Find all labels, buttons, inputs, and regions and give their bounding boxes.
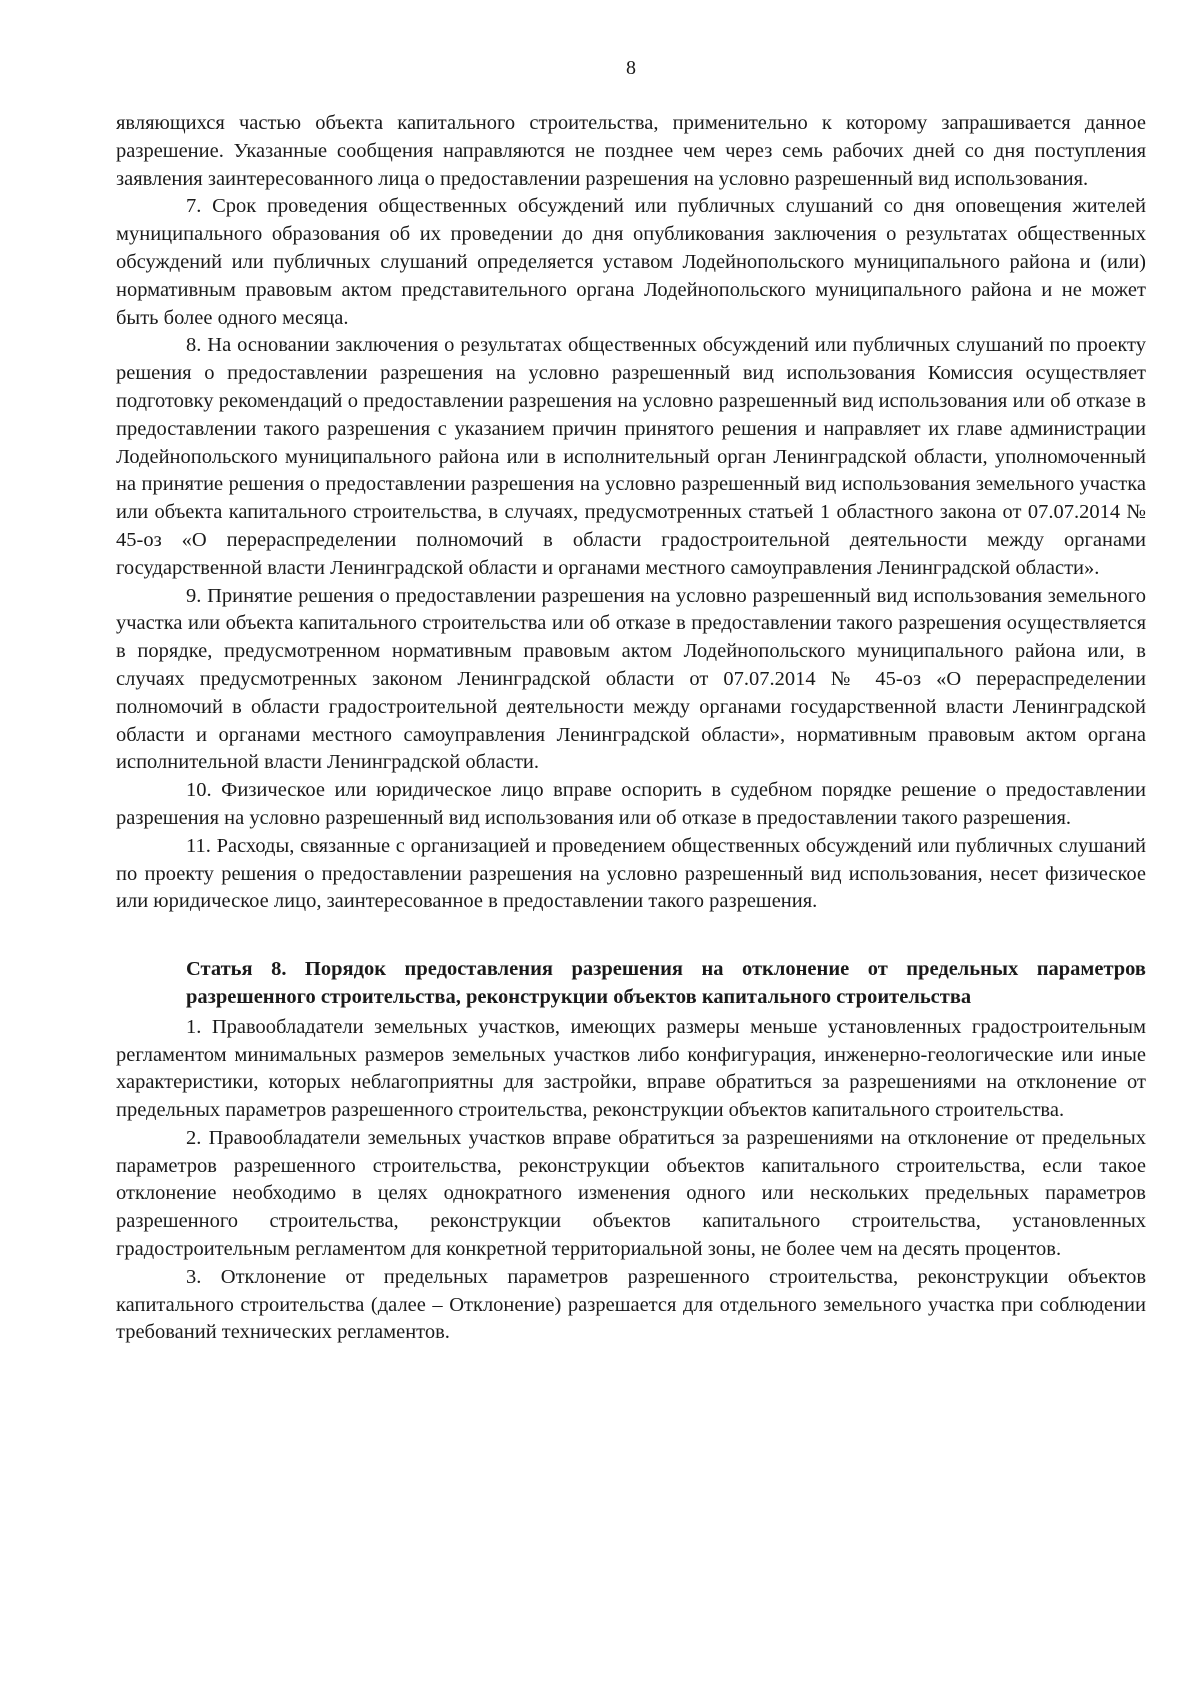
article-8-paragraph-3: 3. Отклонение от предельных параметров разрешенного строительства, реконструкции объектов капитального строительства (далее – Отклонение) разрешается для отдельного земельного участка при соблюдении требований технических регламентов. [116,1265,1146,1344]
page-number: 8 [626,57,636,79]
article-8-paragraph-1: 1. Правообладатели земельных участков, имеющих размеры меньше установленных градостроительным регламентом минимальных размеров земельных участков либо конфигурация, инженерно-геологические или иные характеристики, которых неблагоприятны для застройки, вправе обратиться за разрешениями на отклонение от предельных параметров разрешенного строительства, реконструкции объектов капитального строительства. [116,1015,1146,1122]
paragraph-continuation: являющихся частью объекта капитального строительства, применительно к которому запрашивается данное разрешение. Указанные сообщения направляются не позднее чем через семь рабочих дней со дня поступления заявления заинтересованного лица о предоставлении разрешения на условно разрешенный вид использования. [116,112,1146,190]
paragraph-9: 9. Принятие решения о предоставлении разрешения на условно разрешенный вид использования земельного участка или объекта капитального строительства или об отказе в предоставлении такого разрешения осуществляется в порядке, предусмотренном нормативным правовым актом Лодейнопольского муниципального района или, в случаях предусмотренных законом Ленинградской области от 07.07.2014 № 45-оз «О перераспределении полномочий в области градостроительной деятельности между органами государственной власти Ленинградской области и органами местного самоуправления Ленинградской области», нормативным правовым актом органа исполнительной власти Ленинградской области. [116,584,1146,774]
paragraph-7: 7. Срок проведения общественных обсуждений или публичных слушаний со дня оповещения жителей муниципального образования об их проведении до дня опубликования заключения о результатах общественных обсуждений или публичных слушаний определяется уставом Лодейнопольского муниципального района и (или) нормативным правовым актом представительного органа Лодейнопольского муниципального района и не может быть более одного месяца. [116,195,1146,329]
paragraph-11: 11. Расходы, связанные с организацией и проведением общественных обсуждений или публичных слушаний по проекту решения о предоставлении разрешения на условно разрешенный вид использования, несет физическое или юридическое лицо, заинтересованное в предоставлении такого разрешения. [116,834,1146,913]
document-page [116,56,1146,1347]
article-8-paragraph-2: 2. Правообладатели земельных участков вправе обратиться за разрешениями на отклонение от предельных параметров разрешенного строительства, реконструкции объектов капитального строительства, если такое отклонение необходимо в целях однократного изменения одного или нескольких предельных параметров разрешенного строительства, реконструкции объектов капитального строительства, установленных градостроительным регламентом для конкретной территориальной зоны, не более чем на десять процентов. [116,1126,1146,1261]
paragraph-10: 10. Физическое или юридическое лицо вправе оспорить в судебном порядке решение о предоставлении разрешения на условно разрешенный вид использования или об отказе в предоставлении такого разрешения. [116,779,1146,829]
article-8-heading: Статья 8. Порядок предоставления разрешения на отклонение от предельных параметров разрешенного строительства, реконструкции объектов капитального строительства [186,958,1146,1008]
paragraph-8: 8. На основании заключения о результатах общественных обсуждений или публичных слушаний по проекту решения о предоставлении разрешения на условно разрешенный вид использования Комиссия осуществляет подготовку рекомендаций о предоставлении разрешения на условно разрешенный вид использования или об отказе в предоставлении такого разрешения с указанием причин принятого решения и направляет их главе администрации Лодейнопольского муниципального района или в исполнительный орган Ленинградской области, уполномоченный на принятие решения о предоставлении разрешения на условно разрешенный вид использования земельного участка или объекта капитального строительства, в случаях, предусмотренных статьей 1 областного закона от 07.07.2014 № 45-оз «О перераспределении полномочий в области градостроительной деятельности между органами государственной власти Ленинградской области и органами местного самоуправления Ленинградской области». [116,334,1146,579]
